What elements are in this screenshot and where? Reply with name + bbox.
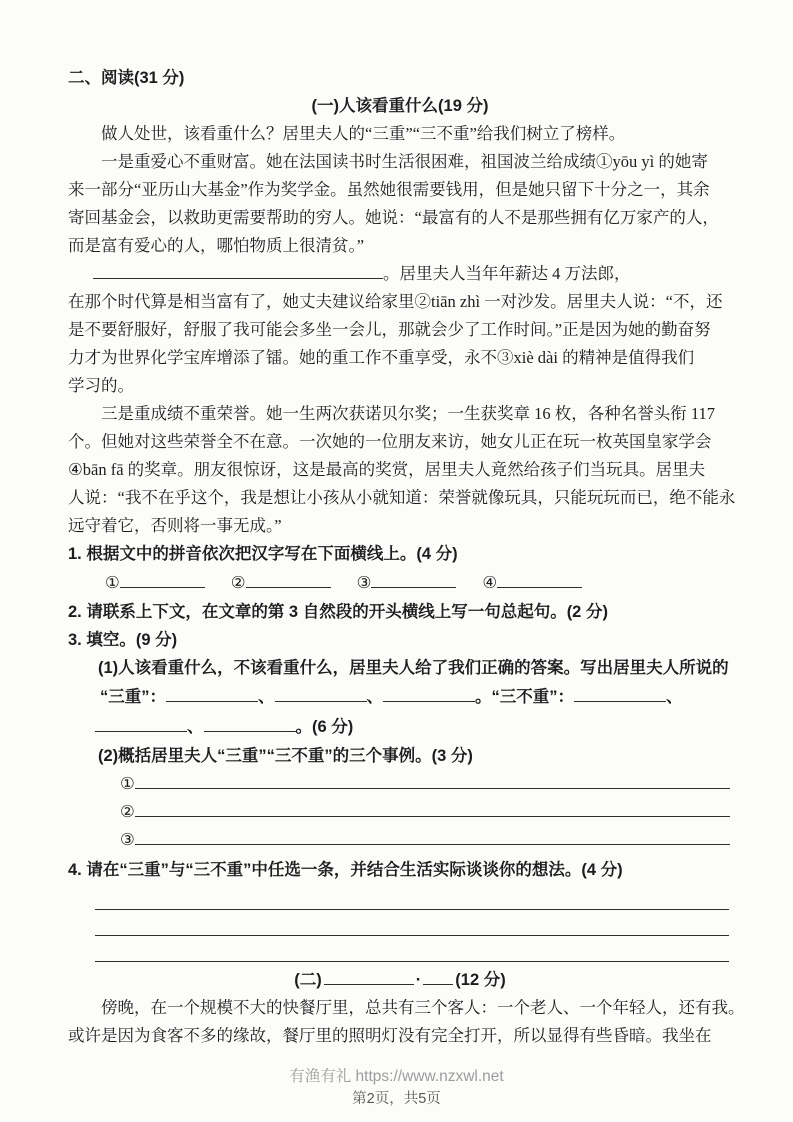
passage1-paragraph3-line4: 力才为世界化学宝库增添了镭。她的重工作不重享受，永不③xiè dài 的精神是值得我们	[68, 348, 695, 367]
answer-blank	[120, 575, 205, 588]
answer-blank	[135, 776, 730, 789]
passage1-paragraph4-line4: 人说：“我不在乎这个，我是想让小孩从小就知道：荣誉就像玩具，只能玩玩而已，绝不能永	[68, 488, 736, 507]
pinyin-answer-blank-4	[482, 568, 582, 598]
circled-number-2: ②	[230, 573, 246, 592]
passage1-paragraph4-line1: 三是重成绩不重荣誉。她一生两次获诺贝尔奖；一生获奖章 16 枚，各种名誉头衔 117	[101, 404, 716, 423]
pinyin-answer-blank-2	[231, 568, 331, 598]
example-answer-line-3	[68, 826, 732, 854]
passage1-paragraph2-line3: 寄回基金会，以救助更需要帮助的穷人。她说：“最富有的人不是那些拥有亿万家产的人，	[68, 208, 719, 227]
answer-blank	[324, 972, 414, 985]
circled-number-4: ④	[482, 573, 498, 592]
passage1-paragraph4-line2: 个。但她对这些荣誉全不在意。一次她的一位朋友来访，她女儿正在玩一枚英国皇家学会	[68, 432, 712, 451]
answer-line	[95, 936, 729, 962]
answer-blank	[383, 689, 475, 702]
circled-number-1: ①	[120, 774, 135, 793]
watermark-text: 有渔有礼 https://www.nzxwl.net	[289, 1068, 504, 1085]
question-2-text: 2. 请联系上下文，在文章的第 3 自然段的开头横线上写一句总起句。(2 分)	[68, 603, 608, 621]
passage1-paragraph1: 做人处世，该看重什么？居里夫人的“三重”“三不重”给我们树立了榜样。	[101, 124, 626, 143]
passage1-paragraph2-line1: 一是重爱心不重财富。她在法国读书时生活很困难，祖国波兰给成绩①yōu yì 的她寄	[101, 152, 708, 171]
section-title: 二、阅读(31 分)	[68, 69, 185, 87]
answer-blank	[275, 689, 367, 702]
circled-number-3: ③	[120, 830, 135, 849]
pinyin-answer-blank-3	[357, 568, 457, 598]
passage1-paragraph2-line4: 而是富有爱心的人，哪怕物质上很清贫。”	[68, 236, 365, 255]
question-1-text: 1. 根据文中的拼音依次把汉字写在下面横线上。(4 分)	[68, 545, 458, 563]
passage1-paragraph2-line2: 来一部分“亚历山大基金”作为奖学金。虽然她很需要钱用，但是她只留下十分之一，其余	[68, 180, 710, 199]
answer-blank	[135, 804, 730, 817]
question-3-sub1-line1: (1)人该看重什么，不该看重什么，居里夫人给了我们正确的答案。写出居里夫人所说的	[98, 659, 729, 677]
passage1-paragraph3-line2: 在那个时代算是相当富有了，她丈夫建议给家里②tiān zhì 一对沙发。居里夫人说：“不，还	[68, 292, 723, 311]
question-4-text: 4. 请在“三重”与“三不重”中任选一条，并结合生活实际谈谈你的想法。(4 分)	[68, 861, 623, 879]
answer-blank	[93, 266, 383, 279]
question-3-sub1-line2: “三重”： 、 、 。“三不重”： 、	[100, 688, 683, 706]
passage1-paragraph3-line3: 是不要舒服好，舒服了我可能会多坐一会儿，那就会少了工作时间。”正是因为她的勤奋努	[68, 320, 711, 339]
example-answer-line-2	[68, 798, 732, 826]
page-number: 第2页，共5页	[352, 1091, 441, 1107]
example-answer-line-1	[68, 770, 732, 798]
answer-blank	[423, 972, 453, 985]
answer-blank	[166, 689, 258, 702]
reading2-title: (二) · (12 分)	[294, 971, 506, 989]
question-3-sub2-text: (2)概括居里夫人“三重”“三不重”的三个事例。(3 分)	[98, 747, 473, 765]
passage1-paragraph4-line5: 远守着它，否则将一事无成。”	[68, 516, 282, 535]
answer-blank	[135, 832, 730, 845]
passage1-paragraph3-line5: 学习的。	[68, 376, 134, 395]
circled-number-3: ③	[356, 573, 372, 592]
answer-line	[95, 910, 729, 936]
question-3-sub1-line3: 、 。(6 分)	[68, 712, 732, 742]
circled-number-2: ②	[120, 802, 135, 821]
answer-blank	[95, 719, 187, 732]
passage1-paragraph4-line3: ④bān fā 的奖章。朋友很惊讶，这是最高的奖赏，居里夫人竟然给孩子们当玩具。居里夫	[68, 460, 706, 479]
answer-blank	[204, 719, 296, 732]
passage1-paragraph3-opening-blank: 。居里夫人当年年薪达 4 万法郎，	[68, 260, 732, 288]
answer-blank	[497, 575, 582, 588]
pinyin-answer-blank-1	[105, 568, 205, 598]
circled-number-1: ①	[105, 573, 120, 592]
page-footer	[0, 1066, 793, 1110]
passage2-paragraph1-line1: 傍晚，在一个规模不大的快餐厅里，总共有三个客人：一个老人、一个年轻人，还有我。	[101, 998, 745, 1017]
question-3-text: 3. 填空。(9 分)	[68, 631, 178, 649]
question-1-answer-blanks	[68, 568, 732, 598]
answer-blank	[574, 689, 666, 702]
answer-blank	[371, 575, 456, 588]
answer-blank	[246, 575, 331, 588]
passage2-paragraph1-line2: 或许是因为食客不多的缘故，餐厅里的照明灯没有完全打开，所以显得有些昏暗。我坐在	[68, 1026, 712, 1045]
reading1-title: (一)人该看重什么(19 分)	[311, 97, 489, 115]
answer-line	[95, 884, 729, 910]
